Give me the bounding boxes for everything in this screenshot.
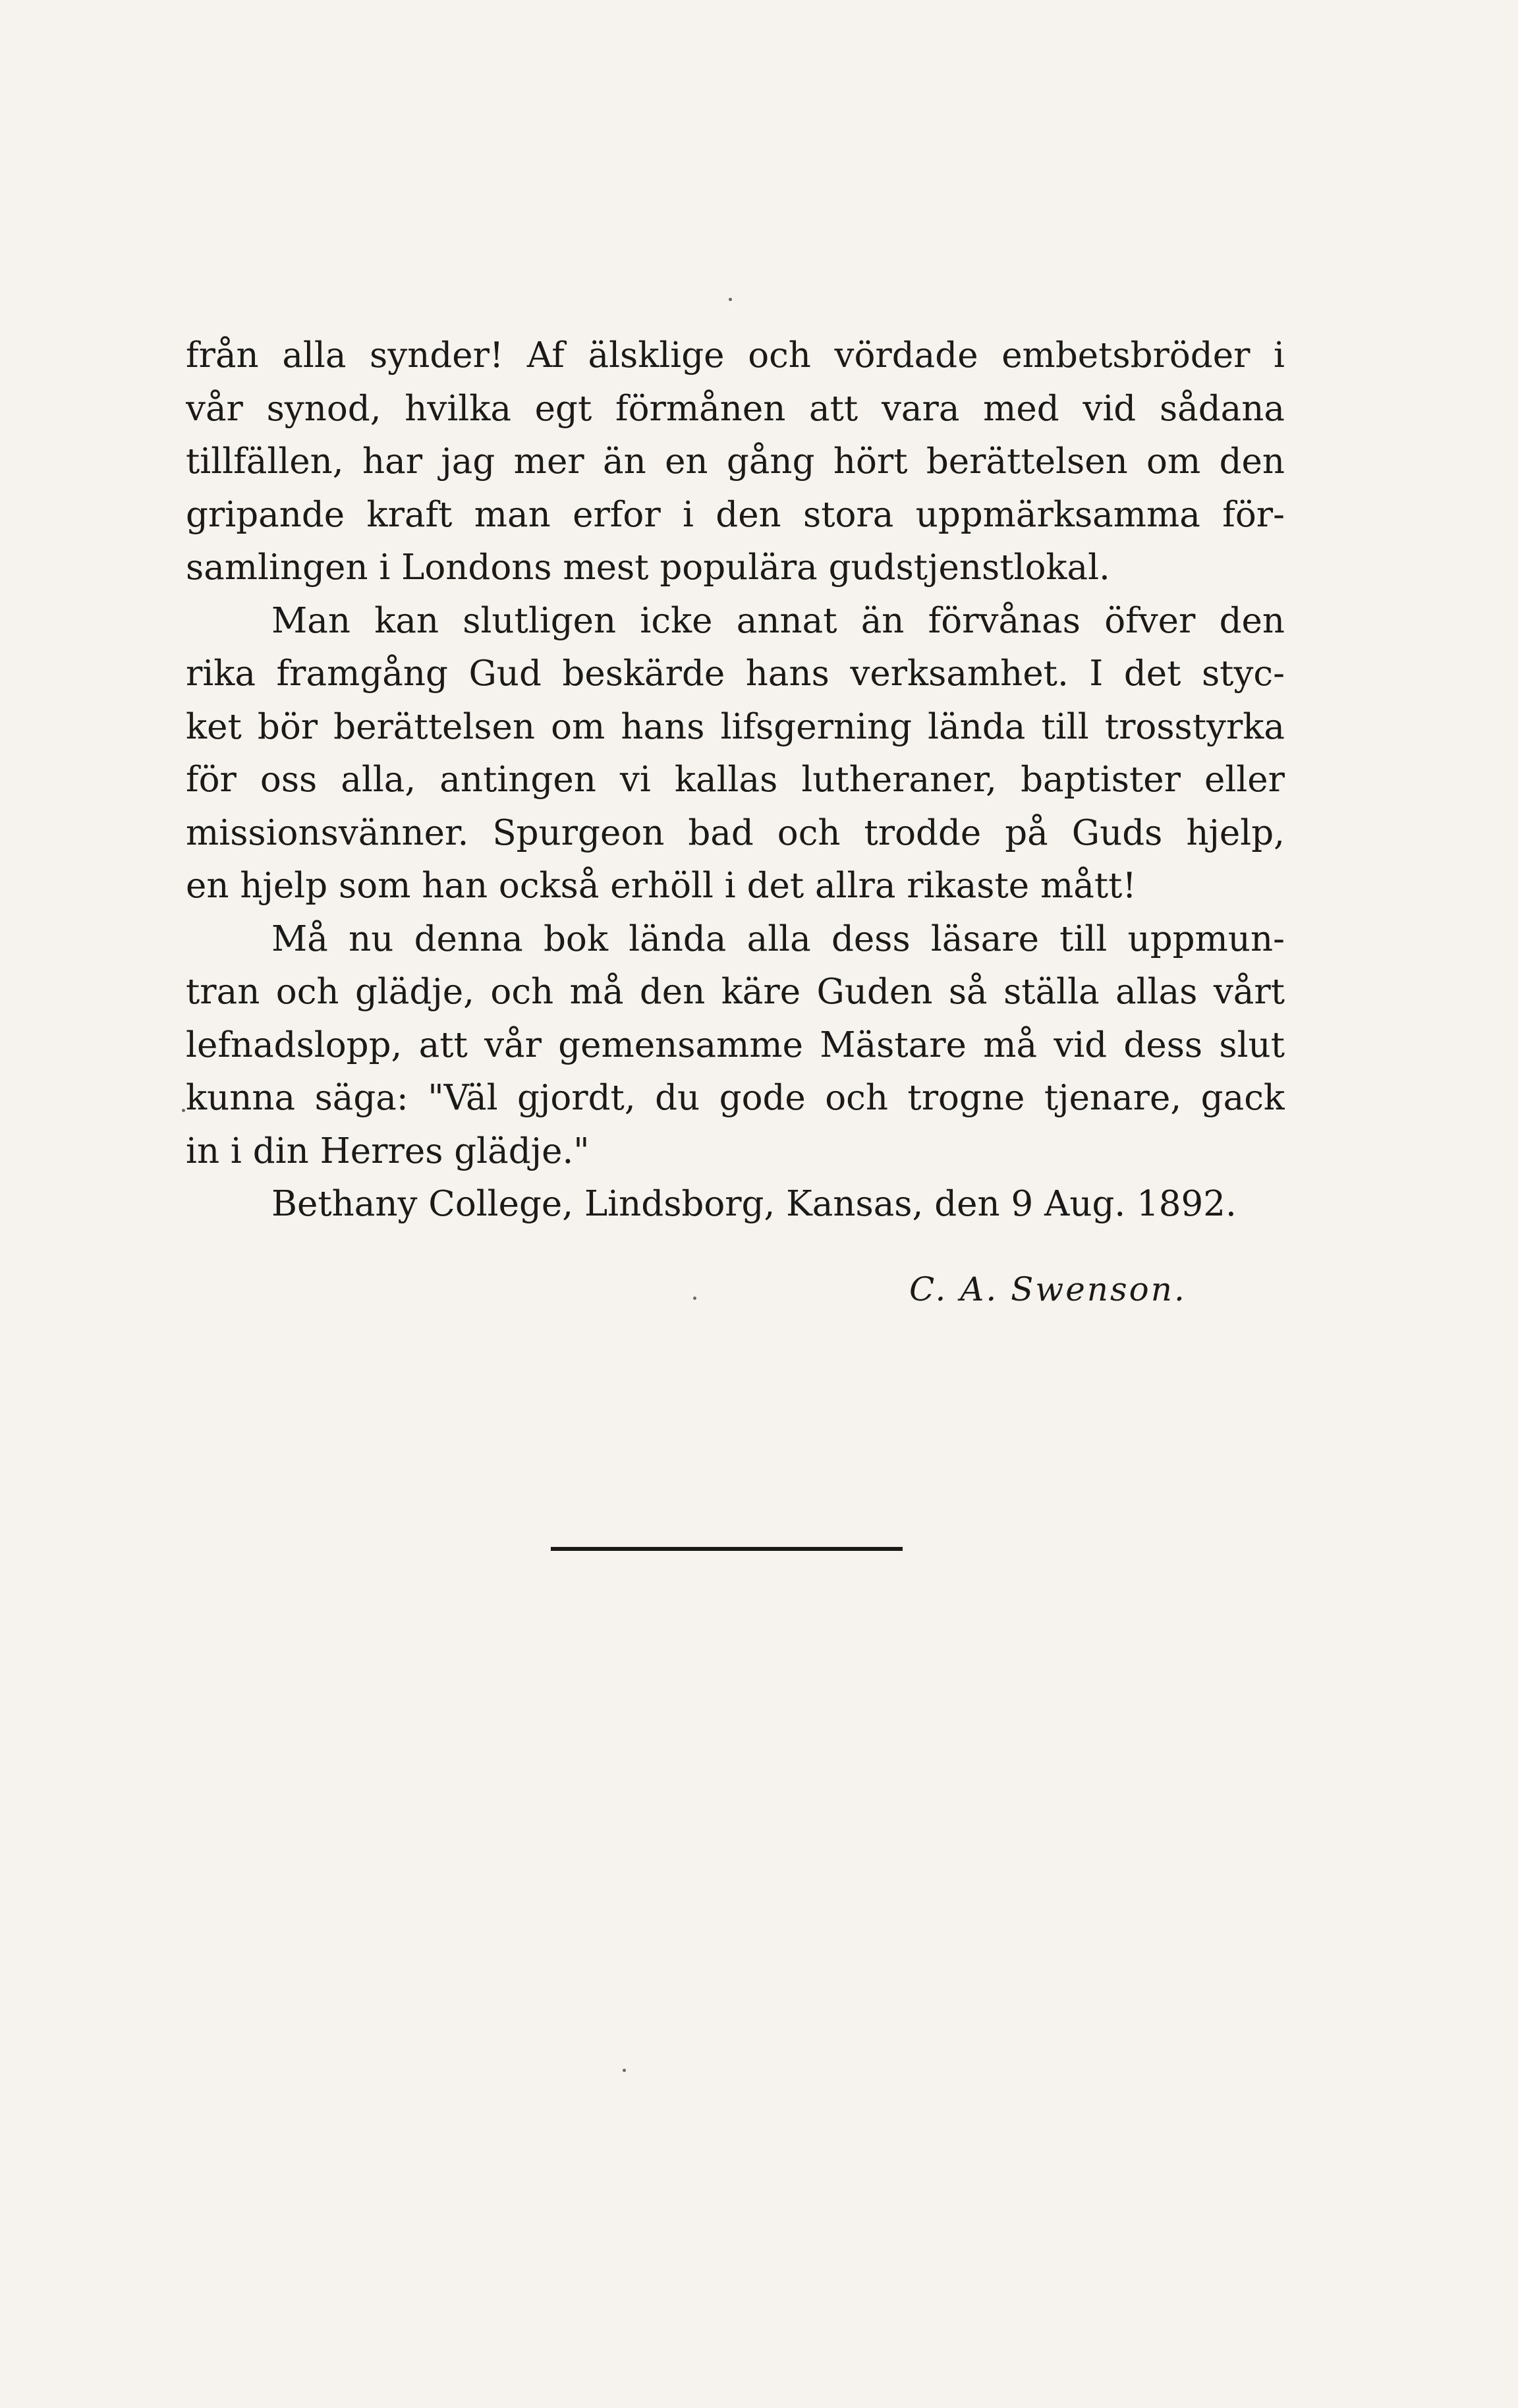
body-text (186, 329, 1285, 1231)
print-speck (693, 1297, 696, 1300)
text-line: tillfällen, har jag mer än en gång hört berättelsen om den (186, 441, 1285, 482)
text-line: från alla synder! Af älsklige och vördade embetsbröder i (186, 335, 1285, 376)
text-line: samlingen i Londons mest populära gudstjenstlokal. (186, 547, 1110, 588)
text-line: gripande kraft man erfor i den stora uppmärksamma för- (186, 494, 1285, 535)
text-line: lefnadslopp, att vår gemensamme Mästare må vid dess slut (186, 1024, 1285, 1065)
text-line: Bethany College, Lindsborg, Kansas, den 9 Aug. 1892. (271, 1184, 1237, 1224)
text-line: Må nu denna bok lända alla dess läsare till uppmun- (271, 918, 1285, 959)
text-line: en hjelp som han också erhöll i det allra rikaste mått! (186, 866, 1137, 906)
print-speck (623, 2069, 626, 2072)
text-line: in i din Herres glädje." (186, 1131, 590, 1171)
print-speck (182, 1109, 185, 1112)
print-speck (729, 298, 732, 301)
text-line: kunna säga: "Väl gjordt, du gode och trogne tjenare, gack (186, 1078, 1285, 1118)
text-line: rika framgång Gud beskärde hans verksamhet. I det styc- (186, 654, 1285, 694)
text-line: för oss alla, antingen vi kallas lutheraner, baptister eller (186, 760, 1285, 800)
text-line: ket bör berättelsen om hans lifsgerning lända till trosstyrka (186, 706, 1285, 747)
text-line: Man kan slutligen icke annat än förvånas öfver den (271, 600, 1285, 641)
text-line: missionsvänner. Spurgeon bad och trodde på Guds hjelp, (186, 812, 1285, 853)
text-line: vår synod, hvilka egt förmånen att vara med vid sådana (186, 388, 1285, 429)
text-line: tran och glädje, och må den käre Guden så ställa allas vårt (186, 972, 1285, 1012)
end-rule (551, 1547, 903, 1551)
signature: C. A. Swenson. (909, 1270, 1187, 1308)
